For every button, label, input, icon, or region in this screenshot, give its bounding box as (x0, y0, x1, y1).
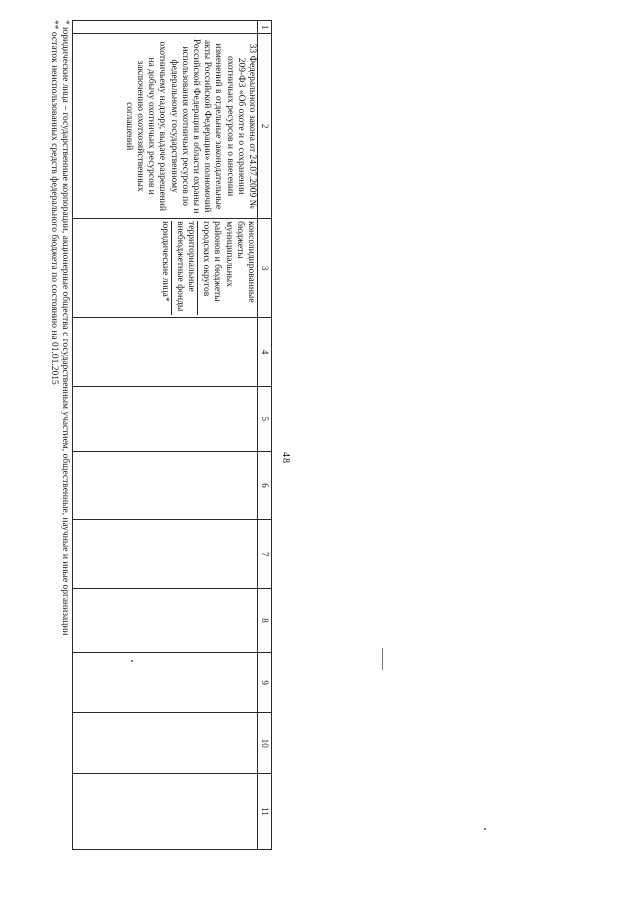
scan-artifact (131, 660, 133, 662)
header-cell: 5 (258, 386, 272, 451)
page-number: 48 (280, 452, 291, 464)
footnote: ** остаток неиспользованных средств федерального бюджета по состоянию на 01.01.2015 (49, 20, 60, 385)
source-item: территориальные внебюджетные фонды (171, 221, 197, 315)
budget-table (72, 20, 272, 850)
table-cell-empty (73, 386, 258, 451)
rotated-page-content (49, 20, 272, 850)
header-cell: 6 (258, 451, 272, 520)
source-item: юридические лица* (159, 221, 170, 302)
header-cell: 7 (258, 520, 272, 589)
table-cell-empty (73, 652, 258, 713)
scan-artifact (382, 648, 383, 670)
table-cell-empty (73, 774, 258, 850)
header-cell: 11 (258, 774, 272, 850)
header-cell: 8 (258, 589, 272, 653)
table-cell-col1 (73, 21, 258, 34)
header-cell: 10 (258, 713, 272, 774)
header-cell: 3 (258, 219, 272, 318)
table-cell-sources (73, 219, 258, 318)
table-cell-empty (73, 520, 258, 589)
table-cell-description: 33 Федерального закона от 24.07.2009 № 209-ФЗ «Об охоте и о сохранении охотничьих ресурсов и о внесении изменений в отдельные законодательные акты Российской Федерации» полномочий Российской Федерации в области охраны и использования охотничьих ресурсов по федеральному государственному охотничьему надзору, выдаче разрешений на добычу охотничьих ресурсов и заключению охотхозяйственных соглашений (73, 34, 258, 219)
header-cell: 9 (258, 652, 272, 713)
header-row (258, 21, 272, 850)
source-item: консолидированные бюджеты муниципальных районов и бюджеты городских округов (197, 221, 257, 315)
header-cell: 4 (258, 318, 272, 387)
table-cell-empty (73, 589, 258, 653)
footnotes (48, 20, 70, 635)
header-cell: 1 (258, 21, 272, 34)
table-row (73, 21, 258, 850)
header-cell: 2 (258, 34, 272, 219)
table-cell-empty (73, 318, 258, 387)
footnote: * юридические лица – государственные корпорации, акционерные общества с государственным участием, общественные, научные и иные организации (60, 20, 70, 636)
scan-artifact (484, 828, 486, 830)
table-cell-empty (73, 451, 258, 520)
table-cell-empty (73, 713, 258, 774)
